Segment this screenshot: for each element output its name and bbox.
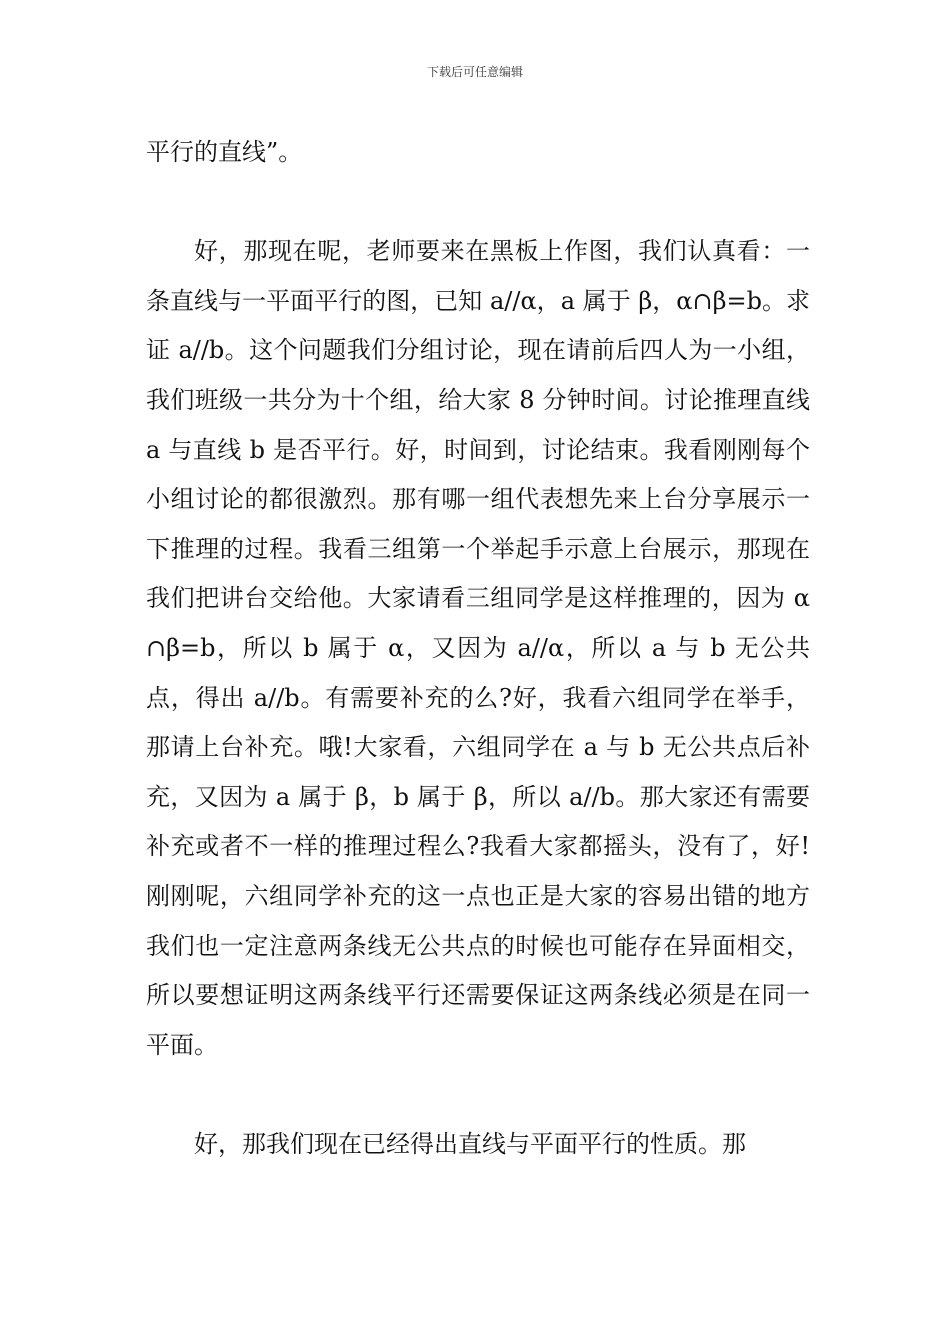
document-body [146,128,810,1169]
paragraph-proof-discussion: 好，那现在呢，老师要来在黑板上作图，我们认真看：一条直线与一平面平行的图，已知 a//α，a 属于 β，α∩β=b。求证 a//b。这个问题我们分组讨论，现在请前后四人为一小组，我们班级一共分为十个组，给大家 8 分钟时间。讨论推理直线 a 与直线 b 是否平行。好，时间到，讨论结束。我看刚刚每个小组讨论的都很激烈。那有哪一组代表想先来上台分享展示一下推理的过程。我看三组第一个举起手示意上台展示，那现在我们把讲台交给他。大家请看三组同学是这样推理的，因为 α∩β=b，所以 b 属于 α，又因为 a//α，所以 a 与 b 无公共点，得出 a//b。有需要补充的么?好，我看六组同学在举手，那请上台补充。哦!大家看，六组同学在 a 与 b 无公共点后补充，又因为 a 属于 β，b 属于 β，所以 a//b。那大家还有需要补充或者不一样的推理过程么?我看大家都摇头，没有了，好!刚刚呢，六组同学补充的这一点也正是大家的容易出错的地方我们也一定注意两条线无公共点的时候也可能存在异面相交，所以要想证明这两条线平行还需要保证这两条线必须是在同一平面。 [146,237,810,1059]
page-header: 下载后可任意编辑 [426,65,523,79]
paragraph-gap [146,1070,810,1120]
paragraph-gap [146,178,810,228]
paragraph-conclusion: 好，那我们现在已经得出直线与平面平行的性质。那 [194,1129,746,1158]
paragraph-continuation: 平行的直线”。 [146,138,303,166]
